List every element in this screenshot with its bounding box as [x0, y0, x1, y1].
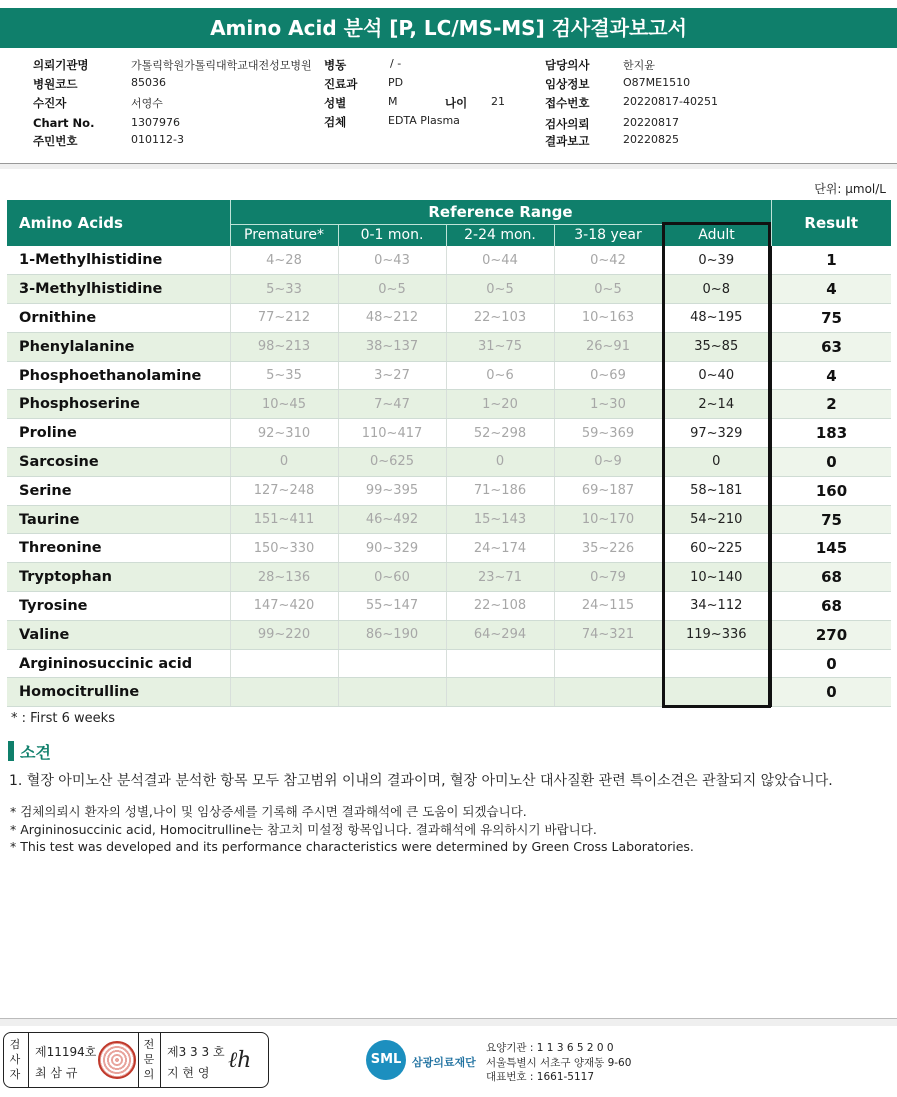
org-details — [486, 1041, 631, 1085]
divider — [138, 1033, 139, 1087]
reference-range-cell: 10~163 — [554, 304, 662, 333]
footer-divider — [0, 1018, 897, 1026]
request-date-label: 검사의뢰 — [545, 117, 590, 131]
org-line: 서울특별시 서초구 양재동 9-60 — [486, 1056, 632, 1069]
age-value: 21 — [491, 95, 505, 108]
subheader-2: 0-1 mon. — [338, 224, 446, 246]
tester-name: 최 삼 규 — [35, 1066, 78, 1080]
opinion-heading — [8, 741, 51, 761]
reference-range-cell: 5~35 — [230, 361, 338, 390]
opinion-title: 소견 — [20, 742, 51, 762]
receipt-value: 20220817-40251 — [623, 95, 718, 108]
reference-range-cell: 28~136 — [230, 563, 338, 592]
reference-range-cell: 2~14 — [662, 390, 771, 419]
reference-range-cell: 0~39 — [662, 246, 771, 275]
reference-range-cell — [554, 678, 662, 707]
amino-acid-name: Tyrosine — [7, 592, 230, 621]
clinical-label: 임상정보 — [545, 77, 590, 91]
amino-acid-name: Taurine — [7, 505, 230, 534]
reference-range-cell: 98~213 — [230, 332, 338, 361]
reference-range-cell — [662, 649, 771, 678]
result-cell: 4 — [771, 361, 891, 390]
reference-range-cell: 31~75 — [446, 332, 554, 361]
result-cell: 0 — [771, 678, 891, 707]
reference-range-cell: 35~226 — [554, 534, 662, 563]
result-cell: 63 — [771, 332, 891, 361]
patient-info-section — [0, 55, 897, 165]
amino-acid-name: Phenylalanine — [7, 332, 230, 361]
reference-range-cell: 48~195 — [662, 304, 771, 333]
table-row — [7, 563, 891, 592]
table-row — [7, 361, 891, 390]
reference-range-cell — [662, 678, 771, 707]
result-cell: 0 — [771, 649, 891, 678]
note-line: * 검체의뢰시 환자의 성별,나이 및 임상증세를 기록해 주시면 결과해석에 큰 도움이 되겠습니다. — [10, 804, 527, 819]
table-row — [7, 390, 891, 419]
divider — [0, 163, 897, 169]
table-row — [7, 505, 891, 534]
reference-range-cell: 0~79 — [554, 563, 662, 592]
unit-label: 단위: μmol/L — [814, 182, 886, 196]
reference-range-cell: 24~174 — [446, 534, 554, 563]
org-line: 요양기관 : 1 1 3 6 5 2 0 0 — [486, 1042, 614, 1054]
signature-box — [3, 1032, 269, 1088]
clinical-value: O87ME1510 — [623, 76, 691, 89]
reference-range-cell: 119~336 — [662, 620, 771, 649]
reference-range-cell: 0~5 — [554, 275, 662, 304]
divider — [28, 1033, 29, 1087]
reference-range-cell: 23~71 — [446, 563, 554, 592]
tester-number: 제11194호 — [35, 1045, 97, 1059]
result-cell: 270 — [771, 620, 891, 649]
reference-range-cell: 90~329 — [338, 534, 446, 563]
result-cell: 145 — [771, 534, 891, 563]
reference-range-cell — [446, 649, 554, 678]
reference-range-cell: 7~47 — [338, 390, 446, 419]
reference-range-cell: 0~5 — [446, 275, 554, 304]
reference-range-cell: 22~103 — [446, 304, 554, 333]
reference-range-cell: 97~329 — [662, 419, 771, 448]
header-amino-acids: Amino Acids — [7, 200, 230, 246]
dept-label: 진료과 — [324, 77, 358, 91]
notes — [10, 803, 694, 856]
reference-range-cell: 38~137 — [338, 332, 446, 361]
amino-acid-table — [7, 200, 891, 707]
reference-range-cell: 127~248 — [230, 476, 338, 505]
reference-range-cell: 0~60 — [338, 563, 446, 592]
reference-range-cell: 5~33 — [230, 275, 338, 304]
reference-range-cell — [230, 649, 338, 678]
note-line: * This test was developed and its performance characteristics were determined by Green Cross Laboratories. — [10, 839, 694, 854]
result-cell: 75 — [771, 304, 891, 333]
result-cell: 75 — [771, 505, 891, 534]
reference-range-cell: 0~69 — [554, 361, 662, 390]
result-cell: 68 — [771, 592, 891, 621]
reference-range-cell: 26~91 — [554, 332, 662, 361]
reference-range-cell: 0~9 — [554, 448, 662, 477]
reference-range-cell: 1~30 — [554, 390, 662, 419]
reference-range-cell — [554, 649, 662, 678]
sex-label: 성별 — [324, 96, 347, 110]
subheader-4: 3-18 year — [554, 224, 662, 246]
amino-acid-name: Proline — [7, 419, 230, 448]
amino-acid-name: Serine — [7, 476, 230, 505]
signature-icon: ℓh — [228, 1048, 252, 1073]
reference-range-cell: 0~6 — [446, 361, 554, 390]
reference-range-cell: 59~369 — [554, 419, 662, 448]
reference-range-cell: 0~5 — [338, 275, 446, 304]
subheader-5: Adult — [662, 224, 771, 246]
reference-range-cell: 99~395 — [338, 476, 446, 505]
amino-acid-name: Tryptophan — [7, 563, 230, 592]
id-value: 010112-3 — [131, 133, 184, 146]
reference-range-cell: 4~28 — [230, 246, 338, 275]
reference-range-cell: 71~186 — [446, 476, 554, 505]
reference-range-cell: 0~8 — [662, 275, 771, 304]
org-name: 삼광의료재단 — [412, 1056, 476, 1069]
amino-acid-name: Phosphoethanolamine — [7, 361, 230, 390]
reference-range-cell: 3~27 — [338, 361, 446, 390]
requester-label: 의뢰기관명 — [33, 58, 89, 72]
amino-acid-name: Valine — [7, 620, 230, 649]
note-line: * Argininosuccinic acid, Homocitrulline는 참고치 미설정 항목입니다. 결과해석에 유의하시기 바랍니다. — [10, 821, 597, 837]
doctor-label: 담당의사 — [545, 58, 590, 72]
id-label: 주민번호 — [33, 134, 78, 148]
reference-range-cell: 0~625 — [338, 448, 446, 477]
table-row — [7, 534, 891, 563]
reference-range-cell: 48~212 — [338, 304, 446, 333]
result-cell: 0 — [771, 448, 891, 477]
result-cell: 183 — [771, 419, 891, 448]
tester-label: 검사자 — [9, 1038, 21, 1081]
table-row — [7, 649, 891, 678]
report-date-value: 20220825 — [623, 133, 679, 146]
ward-value: / - — [390, 57, 402, 70]
amino-acid-name: Phosphoserine — [7, 390, 230, 419]
expert-number: 제3 3 3 호 — [167, 1045, 225, 1059]
reference-range-cell: 64~294 — [446, 620, 554, 649]
reference-range-cell: 69~187 — [554, 476, 662, 505]
divider — [160, 1033, 161, 1087]
doctor-value: 한지윤 — [623, 59, 655, 72]
result-cell: 160 — [771, 476, 891, 505]
reference-range-cell: 150~330 — [230, 534, 338, 563]
table-row — [7, 592, 891, 621]
table-row — [7, 678, 891, 707]
hospital-code-label: 병원코드 — [33, 77, 78, 91]
amino-acid-name: Ornithine — [7, 304, 230, 333]
report-date-label: 결과보고 — [545, 134, 590, 148]
amino-acid-name: Argininosuccinic acid — [7, 649, 230, 678]
result-cell: 68 — [771, 563, 891, 592]
requester-value: 가톨릭학원가톨릭대학교대전성모병원 — [131, 59, 312, 72]
reference-range-cell: 10~45 — [230, 390, 338, 419]
amino-acid-name: 1-Methylhistidine — [7, 246, 230, 275]
seal-stamp-icon — [98, 1041, 136, 1079]
specimen-label: 검체 — [324, 115, 347, 129]
reference-range-cell: 77~212 — [230, 304, 338, 333]
reference-range-cell: 0 — [230, 448, 338, 477]
amino-acid-name: 3-Methylhistidine — [7, 275, 230, 304]
reference-range-cell: 86~190 — [338, 620, 446, 649]
receipt-label: 접수번호 — [545, 96, 590, 110]
reference-range-cell: 110~417 — [338, 419, 446, 448]
table-row — [7, 246, 891, 275]
reference-range-cell: 55~147 — [338, 592, 446, 621]
reference-range-cell: 1~20 — [446, 390, 554, 419]
table-row — [7, 448, 891, 477]
dept-value: PD — [388, 76, 404, 89]
header-result: Result — [771, 200, 891, 246]
amino-acid-name: Homocitrulline — [7, 678, 230, 707]
reference-range-cell: 99~220 — [230, 620, 338, 649]
reference-range-cell: 0~44 — [446, 246, 554, 275]
reference-range-cell — [446, 678, 554, 707]
reference-range-cell: 54~210 — [662, 505, 771, 534]
subheader-1: Premature* — [230, 224, 338, 246]
footnote: * : First 6 weeks — [11, 711, 115, 726]
table-row — [7, 620, 891, 649]
reference-range-cell: 0~42 — [554, 246, 662, 275]
ward-label: 병동 — [324, 58, 347, 72]
reference-range-cell: 35~85 — [662, 332, 771, 361]
result-cell: 4 — [771, 275, 891, 304]
reference-range-cell: 147~420 — [230, 592, 338, 621]
reference-range-cell — [338, 649, 446, 678]
age-label: 나이 — [445, 96, 468, 110]
reference-range-cell: 10~140 — [662, 563, 771, 592]
request-date-value: 20220817 — [623, 116, 679, 129]
patient-label: 수진자 — [33, 96, 67, 110]
table-row — [7, 419, 891, 448]
reference-range-cell: 0 — [662, 448, 771, 477]
sml-logo-icon: SML — [366, 1040, 406, 1080]
header-reference-range: Reference Range — [230, 200, 771, 224]
table-row — [7, 304, 891, 333]
reference-range-cell: 151~411 — [230, 505, 338, 534]
report-title: Amino Acid 분석 [P, LC/MS-MS] 검사결과보고서 — [0, 8, 897, 48]
chart-value: 1307976 — [131, 116, 180, 129]
reference-range-cell: 10~170 — [554, 505, 662, 534]
heading-marker — [8, 741, 14, 761]
reference-range-cell: 22~108 — [446, 592, 554, 621]
reference-range-cell — [230, 678, 338, 707]
reference-range-cell: 0 — [446, 448, 554, 477]
hospital-code-value: 85036 — [131, 76, 166, 89]
table-row — [7, 476, 891, 505]
reference-range-cell — [338, 678, 446, 707]
subheader-3: 2-24 mon. — [446, 224, 554, 246]
opinion-text: 1. 혈장 아미노산 분석결과 분석한 항목 모두 참고범위 이내의 결과이며, 혈장 아미노산 대사질환 관련 특이소견은 관찰되지 않았습니다. — [9, 773, 833, 789]
sex-value: M — [388, 95, 398, 108]
chart-label: Chart No. — [33, 116, 95, 130]
reference-range-cell: 0~40 — [662, 361, 771, 390]
patient-value: 서영수 — [131, 97, 163, 110]
reference-range-cell: 52~298 — [446, 419, 554, 448]
amino-acid-name: Sarcosine — [7, 448, 230, 477]
reference-range-cell: 34~112 — [662, 592, 771, 621]
reference-range-cell: 46~492 — [338, 505, 446, 534]
specimen-value: EDTA Plasma — [388, 114, 460, 127]
result-cell: 2 — [771, 390, 891, 419]
result-cell: 1 — [771, 246, 891, 275]
reference-range-cell: 15~143 — [446, 505, 554, 534]
reference-range-cell: 0~43 — [338, 246, 446, 275]
reference-range-cell: 60~225 — [662, 534, 771, 563]
expert-name: 지 현 영 — [167, 1066, 210, 1080]
reference-range-cell: 24~115 — [554, 592, 662, 621]
table-row — [7, 275, 891, 304]
table-row — [7, 332, 891, 361]
reference-range-cell: 58~181 — [662, 476, 771, 505]
expert-label: 전문의 — [143, 1038, 155, 1081]
reference-range-cell: 92~310 — [230, 419, 338, 448]
amino-acid-name: Threonine — [7, 534, 230, 563]
reference-range-cell: 74~321 — [554, 620, 662, 649]
org-line: 대표번호 : 1661-5117 — [486, 1071, 595, 1083]
